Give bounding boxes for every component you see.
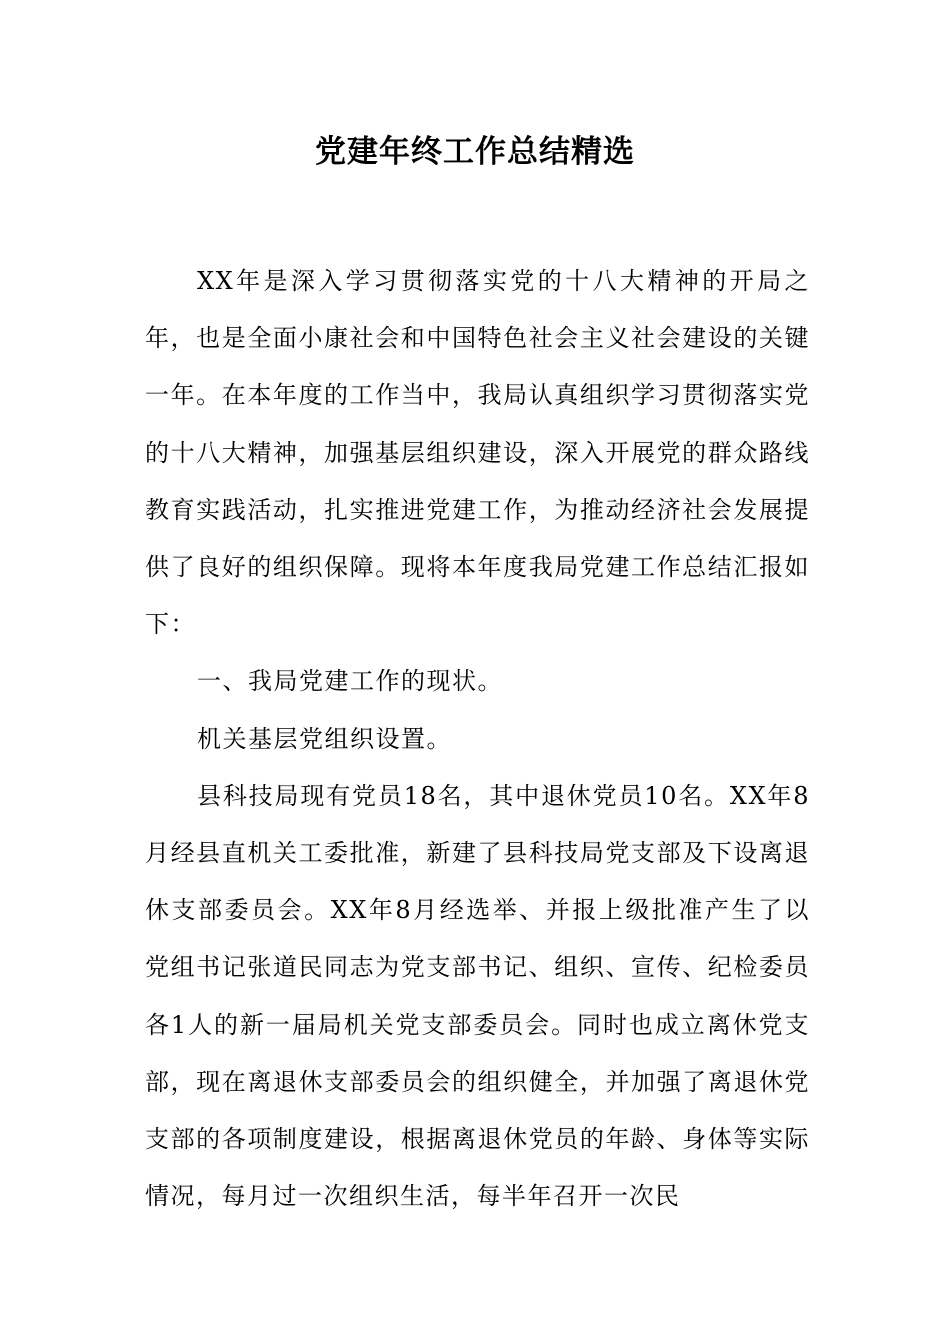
- document-title: 党建年终工作总结精选: [315, 134, 635, 170]
- document-body: [145, 253, 810, 1225]
- paragraph-body: 县科技局现有党员18名，其中退休党员10名。XX年8月经县直机关工委批准，新建了县科技局党支部及下设离退休支部委员会。XX年8月经选举、并报上级批准产生了以党组书记张道民同志为党支部书记、组织、宣传、纪检委员各1人的新一届局机关党支部委员会。同时也成立离休党支部，现在离退休支部委员会的组织健全，并加强了离退休党支部的各项制度建设，根据离退休党员的年龄、身体等实际情况，每月过一次组织生活，每半年召开一次民: [145, 781, 810, 1211]
- section-heading-1: 一、我局党建工作的现状。: [197, 667, 503, 696]
- paragraph-intro: XX年是深入学习贯彻落实党的十八大精神的开局之年，也是全面小康社会和中国特色社会主义社会建设的关键一年。在本年度的工作当中，我局认真组织学习贯彻落实党的十八大精神，加强基层组织建设，深入开展党的群众路线教育实践活动，扎实推进党建工作，为推动经济社会发展提供了良好的组织保障。现将本年度我局党建工作总结汇报如下：: [145, 267, 810, 639]
- subsection-heading: 机关基层党组织设置。: [197, 724, 452, 753]
